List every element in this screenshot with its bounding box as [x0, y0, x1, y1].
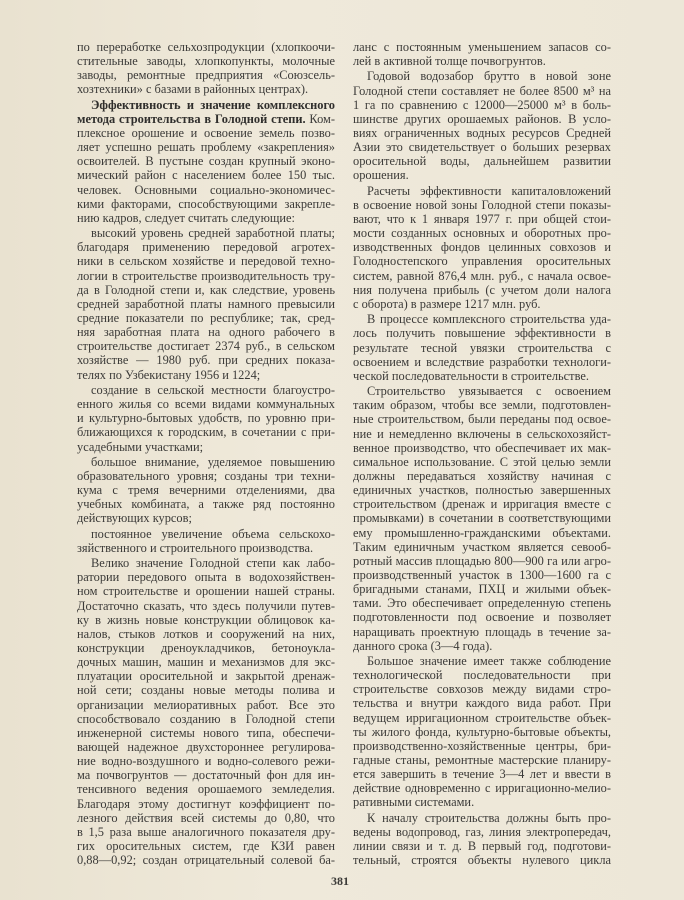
- line-text: мости созданных основных и оборотных про-: [353, 226, 611, 241]
- text-line: [77, 140, 335, 154]
- text-line: [77, 283, 335, 297]
- line-text: оросительной воды, дальнейшем развитии: [353, 154, 611, 169]
- line-text: действующих курсов;: [77, 511, 192, 526]
- line-text: Большое значение имеет также соблюдение: [367, 653, 611, 668]
- text-line: [353, 753, 611, 767]
- paragraph: [77, 226, 335, 382]
- line-text: способствовало созданию в Голодной степи: [77, 711, 335, 726]
- text-line: [353, 226, 611, 240]
- line-text: кими факторами, способствующими закрепле-: [77, 196, 335, 211]
- text-line: [353, 853, 611, 867]
- text-run: Ком-: [305, 111, 335, 126]
- left-column: [77, 40, 335, 868]
- text-line: [77, 297, 335, 311]
- text-line: [77, 98, 335, 112]
- text-line: [353, 610, 611, 624]
- text-line: [353, 369, 611, 383]
- line-text: гадные станы, ремонтные мастерские планиру-: [353, 752, 611, 767]
- text-line: [353, 84, 611, 98]
- line-text: логии в строительстве производительность тру-: [77, 268, 335, 283]
- text-line: [77, 627, 335, 641]
- text-line: [77, 425, 335, 439]
- text-line: [77, 353, 335, 367]
- text-line: [353, 140, 611, 154]
- text-line: [353, 711, 611, 725]
- line-text: систем, равной 876,4 млн. руб., с начала освое-: [353, 268, 611, 283]
- line-text: мический район с населением более 150 тыс.: [77, 168, 335, 183]
- text-line: [353, 526, 611, 540]
- text-line: [77, 797, 335, 811]
- line-text: усадебными участками;: [77, 439, 204, 454]
- paragraph: [77, 556, 335, 867]
- line-text: да в Голодной степи и, как следствие, уровень: [77, 282, 335, 297]
- text-line: [77, 254, 335, 268]
- line-text: телях по Узбекистану 1956 и 1224;: [77, 367, 261, 382]
- text-line: [77, 126, 335, 140]
- line-text: ратории передового опыта в водохозяйствен-: [77, 570, 335, 585]
- text-line: [77, 226, 335, 240]
- text-line: [353, 639, 611, 653]
- paragraph: [353, 40, 611, 68]
- text-line: [77, 669, 335, 683]
- text-line: [77, 811, 335, 825]
- paragraph: [353, 69, 611, 182]
- line-text: ланс с постоянным уменьшением запасов со-: [353, 40, 611, 54]
- text-line: [353, 696, 611, 710]
- text-line: [353, 725, 611, 739]
- line-text: таким образом, чтобы все земли, подготовлен-: [353, 398, 611, 413]
- text-line: [77, 497, 335, 511]
- line-text: вающей надежное двухстороннее регулирова-: [77, 740, 335, 755]
- line-text: данного срока (3—4 года).: [353, 638, 493, 653]
- line-text: инженерной системы нового типа, обеспечи-: [77, 725, 335, 740]
- text-line: [77, 269, 335, 283]
- paragraph: [353, 312, 611, 383]
- text-line: [353, 811, 611, 825]
- line-text: бригадными станами, ПХЦ и жилыми объек-: [353, 582, 611, 597]
- line-text: организации мелиоративных работ. Все это: [77, 697, 335, 712]
- line-text: Годовой водозабор брутто в новой зоне: [367, 69, 611, 84]
- line-text: линии связи и т. д. В первый год, подготови-: [353, 839, 611, 853]
- line-text: учебных комбината, а также ряд постоянно: [77, 497, 335, 512]
- text-line: [77, 211, 335, 225]
- line-text: лей в активной толще почвогрунтов.: [353, 54, 546, 69]
- text-line: [77, 570, 335, 584]
- text-line: [353, 739, 611, 753]
- line-text: наращивать проектную площадь в течение за-: [353, 624, 611, 639]
- line-text: зяйственного и строительного производства.: [77, 540, 314, 555]
- paragraph: [77, 40, 335, 97]
- text-line: [77, 740, 335, 754]
- line-text: ные строительством, были переданы под освое-: [353, 412, 611, 427]
- line-text: плуатации оросительной и закрытой дренаж-: [77, 669, 335, 684]
- text-line: [353, 625, 611, 639]
- line-text: тельный, строятся объекты нулевого цикла: [353, 853, 611, 868]
- line-text: ротный массив площадью 800—900 га или агро-: [353, 553, 611, 568]
- text-line: [77, 183, 335, 197]
- paragraph: [77, 527, 335, 555]
- line-text: гих оросительных систем, где КЗИ равен: [77, 839, 335, 853]
- text-line: [353, 511, 611, 525]
- line-text: средние показатели по республике; так, сред-: [77, 311, 335, 326]
- line-text: 0,88—0,92; создан отрицательный солевой ба-: [77, 853, 335, 868]
- line-text: строительством (дренаж и ирригация вместе с: [353, 497, 611, 512]
- line-text: образовательного уровня; созданы три техни-: [77, 468, 335, 483]
- text-line: [353, 98, 611, 112]
- line-text: единичных участков, полностью завершенных: [353, 483, 611, 498]
- line-text: освоением и вследствие разработки технологи-: [353, 354, 611, 369]
- line-text: вают, что к 1 января 1977 г. при общей стои-: [353, 212, 611, 227]
- line-text: шинстве других орошаемых районов. В усло-: [353, 111, 611, 126]
- line-text: человек. Основными социально-экономичес-: [77, 182, 335, 197]
- line-text: лось получить повышение эффективности в: [353, 326, 611, 341]
- line-text: Достаточно сказать, что здесь получили путев-: [77, 598, 335, 613]
- line-text: ведущем ирригационном строительстве объек-: [353, 710, 611, 725]
- text-line: [353, 240, 611, 254]
- text-line: [77, 40, 335, 54]
- line-text: [77, 112, 335, 126]
- text-line: [77, 368, 335, 382]
- line-text: производственно-хозяйственные центры, бри-: [353, 738, 611, 753]
- line-text: изводственных фондов целинных совхозов и: [353, 240, 611, 255]
- line-text: ему промышленно-гражданскими объектами.: [353, 525, 611, 540]
- text-line: [77, 556, 335, 570]
- line-text: плексное орошение и освоение земель позво-: [77, 126, 335, 141]
- text-line: [353, 384, 611, 398]
- line-text: К началу строительства должны быть про-: [367, 810, 611, 825]
- paragraph: [77, 98, 335, 225]
- text-line: [353, 427, 611, 441]
- text-line: [77, 768, 335, 782]
- line-text: ку в жизнь новые конструкции облицовок ка-: [77, 612, 335, 627]
- text-line: [77, 82, 335, 96]
- text-line: [77, 511, 335, 525]
- line-text: средней заработной платы намного превысили: [77, 296, 335, 311]
- line-text: [91, 98, 335, 112]
- text-line: [353, 198, 611, 212]
- text-line: [77, 839, 335, 853]
- line-text: ется завершить в течение 3—4 лет и ввести в: [353, 767, 611, 782]
- line-text: Таким единичным участком является севооб-: [353, 539, 611, 554]
- text-line: [77, 154, 335, 168]
- text-line: [353, 767, 611, 781]
- line-text: 1 га по сравнению с 12000—25000 м³ в боль-: [353, 97, 611, 112]
- line-text: в освоение новой зоны Голодной степи показы-: [353, 197, 611, 212]
- text-line: [353, 412, 611, 426]
- text-line: [353, 341, 611, 355]
- text-line: [353, 497, 611, 511]
- paragraph: [77, 383, 335, 454]
- text-line: [353, 682, 611, 696]
- text-line: [77, 197, 335, 211]
- line-text: Азии это свидетельствует о больших резервах: [353, 140, 611, 155]
- line-text: ние и немедленно включены в сельскохозяйст-: [353, 426, 611, 441]
- text-line: [77, 397, 335, 411]
- paragraph: [353, 184, 611, 311]
- text-line: [353, 795, 611, 809]
- text-line: [353, 398, 611, 412]
- line-text: венное производство, что обеспечивает их мак-: [353, 440, 611, 455]
- text-line: [353, 254, 611, 268]
- line-text: строительстве достигает 2374 руб., в сельском: [77, 339, 335, 354]
- section-heading: Эффективность и значение комплексного: [91, 97, 335, 112]
- text-line: [353, 839, 611, 853]
- line-text: Расчеты эффективности капиталовложений: [367, 183, 611, 198]
- line-text: ма почвогрунтов — достаточный фон для ин-: [77, 768, 335, 783]
- line-text: кума с тремя вечерними отделениями, два: [77, 483, 335, 498]
- text-line: [353, 212, 611, 226]
- text-line: [77, 599, 335, 613]
- line-text: хозтехники» с базами в районных центрах).: [77, 82, 309, 97]
- line-text: енного жилья со всеми видами коммунальных: [77, 397, 335, 412]
- line-text: большое внимание, уделяемое повышению: [91, 454, 335, 469]
- right-column: [353, 40, 611, 868]
- line-text: технологической последовательности при: [353, 668, 611, 683]
- text-line: [77, 584, 335, 598]
- text-line: [353, 40, 611, 54]
- text-line: [353, 184, 611, 198]
- text-line: [353, 326, 611, 340]
- line-text: Строительство увязывается с освоением: [367, 384, 611, 399]
- line-text: нию кадров, следует считать следующие:: [77, 210, 295, 225]
- line-text: ния получена прибыль (с учетом доли налога: [353, 282, 611, 297]
- text-line: [353, 554, 611, 568]
- line-text: ние водно-воздушного и водно-солевого режи-: [77, 754, 335, 769]
- line-text: тельства и внутри каждого вида работ. При: [353, 696, 611, 711]
- paragraph: [77, 455, 335, 526]
- line-text: по переработке сельхозпродукции (хлопкоочи-: [77, 40, 335, 54]
- line-text: Голодностепского управления оросительных: [353, 254, 611, 269]
- line-text: постоянное увеличение объема сельскохо-: [91, 526, 335, 541]
- text-line: [77, 655, 335, 669]
- line-text: орошения.: [353, 168, 409, 183]
- text-line: [353, 441, 611, 455]
- text-line: [353, 269, 611, 283]
- text-line: [77, 712, 335, 726]
- line-text: ты жилого фонда, культурно-бытовые объекты,: [353, 724, 611, 739]
- line-text: конструкции дреноукладчиков, бетоноукла-: [77, 641, 335, 656]
- text-line: [353, 582, 611, 596]
- text-line: [353, 168, 611, 182]
- line-text: должны передаваться хозяйству начиная с: [353, 468, 611, 483]
- text-line: [353, 781, 611, 795]
- text-line: [77, 240, 335, 254]
- line-text: В процессе комплексного строительства уда-: [367, 312, 611, 327]
- line-text: производственный участок в 1300—1600 га с: [353, 567, 611, 582]
- text-line: [77, 853, 335, 867]
- text-line: [353, 455, 611, 469]
- text-line: [353, 283, 611, 297]
- text-line: [353, 112, 611, 126]
- text-line: [353, 568, 611, 582]
- paragraph-gap: [353, 867, 611, 868]
- line-text: подготовленности под освоение и позволяет: [353, 610, 611, 625]
- line-text: создание в сельской местности благоустро-: [91, 382, 335, 397]
- text-line: [353, 355, 611, 369]
- line-text: ческой последовательности в строительстве.: [353, 368, 589, 383]
- text-line: [77, 383, 335, 397]
- line-text: ники в сельском хозяйстве и передовой техно-: [77, 254, 335, 269]
- text-line: [77, 68, 335, 82]
- text-line: [77, 469, 335, 483]
- section-heading: метода строительства в Голодной степи.: [77, 111, 306, 126]
- text-line: [77, 311, 335, 325]
- text-line: [353, 54, 611, 68]
- text-line: [353, 69, 611, 83]
- line-text: ной сети; созданы новые методы полива и: [77, 683, 335, 698]
- line-text: высокий уровень средней заработной платы;: [91, 226, 335, 241]
- line-text: с оборота) в размере 1217 млн. руб.: [353, 296, 541, 311]
- line-text: в 1,5 раза выше аналогичного показателя дру-: [77, 824, 335, 839]
- text-line: [77, 782, 335, 796]
- line-text: хозяйстве — 1980 руб. при средних показа-: [77, 353, 335, 368]
- text-line: [77, 683, 335, 697]
- line-text: тенсивного ведения орошаемого земледелия.: [77, 782, 335, 797]
- line-text: результате тесной увязки строительства с: [353, 340, 611, 355]
- text-line: [353, 654, 611, 668]
- text-line: [77, 527, 335, 541]
- text-line: [353, 126, 611, 140]
- line-text: и культурно-бытовых удобств, по уровню при-: [77, 411, 335, 426]
- text-line: [353, 312, 611, 326]
- text-line: [353, 668, 611, 682]
- text-line: [77, 541, 335, 555]
- page-number: 381: [331, 874, 349, 888]
- line-text: действие одновременно с ирригационно-мелио-: [353, 781, 611, 796]
- text-line: [77, 168, 335, 182]
- line-text: стительные заводы, хлопкопункты, молочные: [77, 54, 335, 69]
- text-line: [77, 641, 335, 655]
- line-text: ративными системами.: [353, 795, 475, 810]
- line-text: Голодной степи составляет не более 8500 м³ на: [353, 83, 611, 98]
- line-text: ном строительстве и орошении нашей страны.: [77, 584, 335, 599]
- line-text: промывками) в сочетании в соответствующими: [353, 511, 611, 526]
- line-text: ляет успешно решать проблему «закрепления»: [77, 140, 335, 155]
- text-line: [77, 483, 335, 497]
- line-text: налов, стыков лотков и сооружений на них,: [77, 626, 335, 641]
- text-line: [77, 698, 335, 712]
- line-text: Благодаря этому достигнут коэффициент по-: [77, 796, 335, 811]
- paragraph-gap: [77, 867, 335, 868]
- line-text: заводы, ремонтные предприятия «Союзсель-: [77, 68, 335, 83]
- line-text: строительстве совхозов между видами стро-: [353, 682, 611, 697]
- text-line: [77, 325, 335, 339]
- text-line: [77, 613, 335, 627]
- text-line: [77, 339, 335, 353]
- line-text: няя заработная плата на одного рабочего в: [77, 325, 335, 340]
- line-text: освоителей. В пустыне создан крупный эконо-: [77, 154, 335, 169]
- line-text: ближающихся к городским, в сочетании с при-: [77, 425, 335, 440]
- paragraph: [353, 384, 611, 653]
- line-text: ведены водопровод, газ, линия электропередач,: [353, 824, 611, 839]
- line-text: симальное использование. С этой целью земли: [353, 454, 611, 469]
- text-line: [77, 455, 335, 469]
- text-line: [353, 540, 611, 554]
- text-line: [353, 154, 611, 168]
- text-line: [77, 411, 335, 425]
- line-text: дочных машин, машин и механизмов для экс-: [77, 655, 335, 670]
- text-line: [77, 54, 335, 68]
- text-line: [353, 297, 611, 311]
- paragraph: [353, 811, 611, 868]
- line-text: тами. Это обеспечивает определенную степень: [353, 596, 611, 611]
- text-line: [353, 483, 611, 497]
- line-text: лезного действия всей системы до 0,80, что: [77, 810, 335, 825]
- text-line: [77, 440, 335, 454]
- text-line: [353, 596, 611, 610]
- text-line: [353, 469, 611, 483]
- line-text: Велико значение Голодной степи как лабо-: [91, 556, 335, 571]
- text-line: [77, 754, 335, 768]
- line-text: благодаря применению передовой агротех-: [77, 240, 335, 255]
- text-line: [77, 726, 335, 740]
- line-text: виях ограниченных водных ресурсов Средней: [353, 126, 611, 141]
- text-line: [77, 825, 335, 839]
- text-line: [353, 825, 611, 839]
- text-line: [77, 112, 335, 126]
- paragraph: [353, 654, 611, 810]
